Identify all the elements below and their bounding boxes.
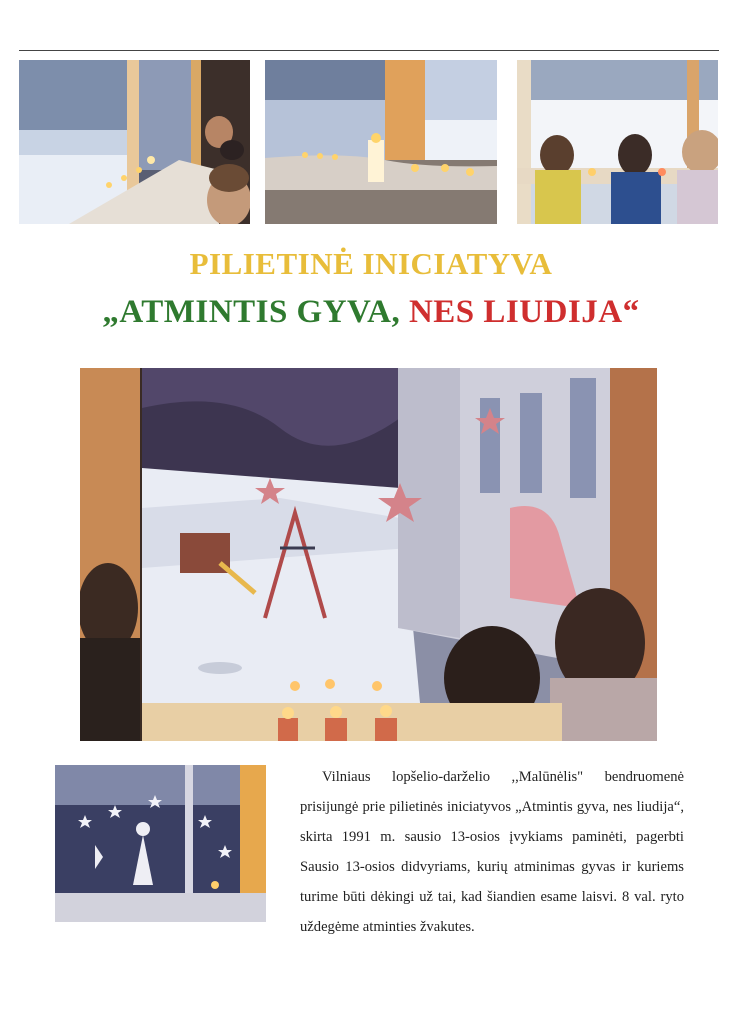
heading-initiative-name (0, 294, 742, 331)
body-paragraph: Vilniaus lopšelio-darželio ,,Malūnėlis" bendruomenė prisijungė prie pilietinės iniciatyvos „Atmintis gyva, nes liudija“, skirta 1991 m. sausio 13-osios įvykiams paminėti, pagerbti Sausio 13-osios didvyriams, kurių atminimas gyvas ir kuriems turime būti dėkingi už tai, kad šiandien esame laisvi. 8 val. ryto uždegėme atminties žvakutes. (300, 769, 684, 935)
heading-civic-initiative: PILIETINĖ INICIATYVA (189, 246, 553, 281)
photo-children-window-candles (19, 60, 250, 224)
photo-window-stars-angel (55, 765, 266, 922)
photo-snowy-playground-window (80, 368, 657, 741)
heading-part-memory-alive: „ATMINTIS GYVA, (102, 294, 401, 330)
heading-part-testifies: NES LIUDIJA“ (408, 294, 640, 330)
top-rule (19, 50, 719, 51)
photo-candles-window-sill (265, 60, 497, 224)
photo-children-looking-out (517, 60, 718, 224)
